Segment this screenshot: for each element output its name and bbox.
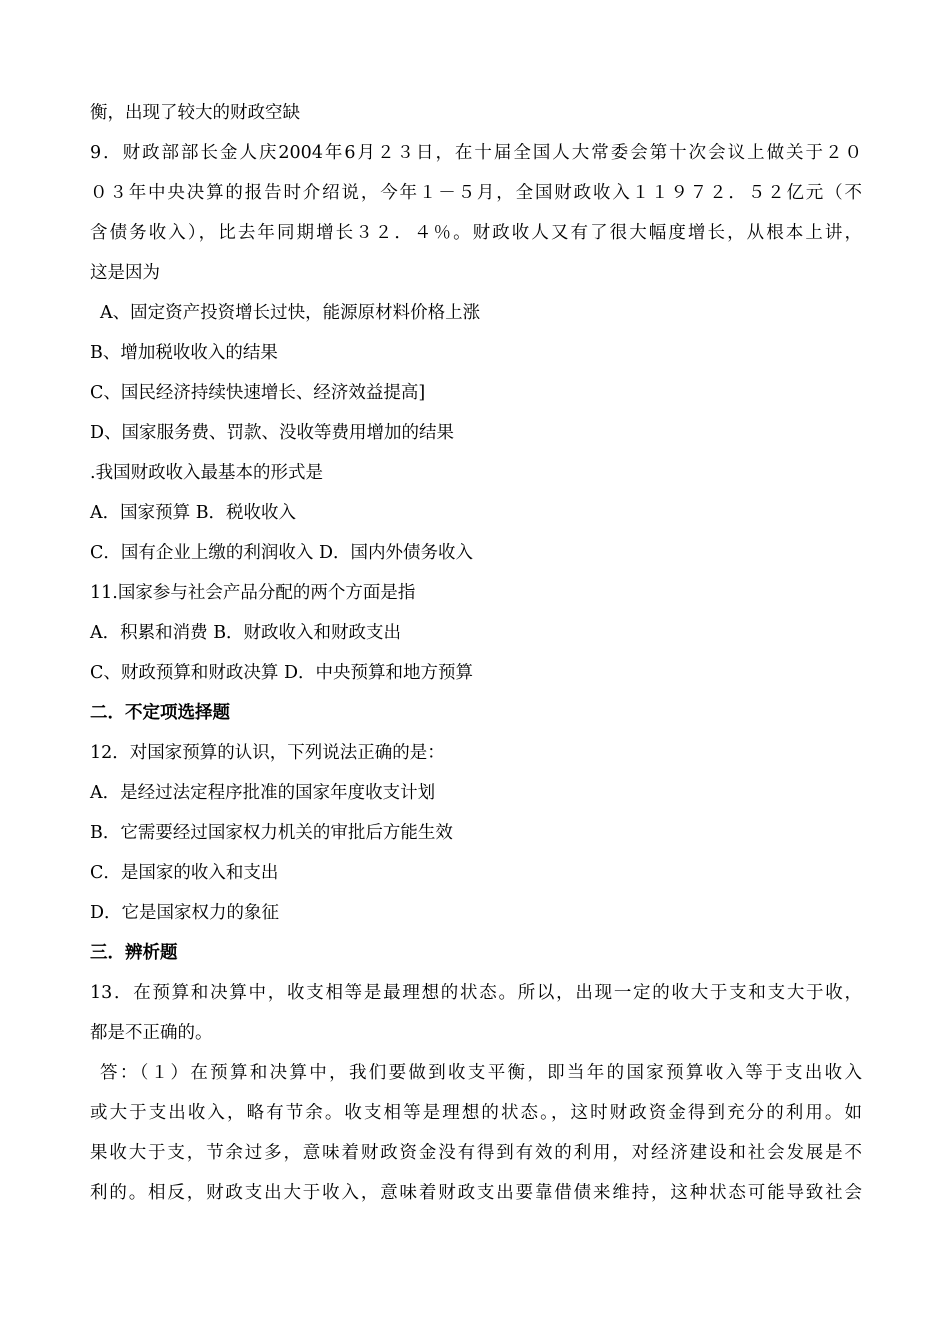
question-9-line-4: 这是因为 <box>90 263 160 283</box>
section-heading-3: 三．辨析题 <box>90 943 178 963</box>
question-13-line-2: 都是不正确的。 <box>90 1023 213 1043</box>
question-9-line-1: 9．财政部部长金人庆2004年6月２３日，在十届全国人大常委会第十次会议上做关于２０ <box>90 143 862 163</box>
question-9-line-3: 含债务收入），比去年同期增长３２．４％。财政收人又有了很大幅度增长，从根本上讲， <box>90 223 862 243</box>
option-a-b: A．国家预算 B．税收收入 <box>90 503 297 523</box>
option-a-b: A．积累和消费 B．财政收入和财政支出 <box>90 623 402 643</box>
option-c: C．是国家的收入和支出 <box>90 863 279 883</box>
question-11: 11.国家参与社会产品分配的两个方面是指 <box>90 583 416 603</box>
option-d: D、国家服务费、罚款、没收等费用增加的结果 <box>90 423 455 443</box>
option-d: D．它是国家权力的象征 <box>90 903 280 923</box>
document-page <box>90 93 862 1213</box>
option-a: A．是经过法定程序批准的国家年度收支计划 <box>90 783 436 803</box>
answer-line-4: 利的。相反，财政支出大于收入，意味着财政支出要靠借债来维持，这种状态可能导致社会 <box>90 1183 862 1203</box>
question-9-line-2: ０３年中央决算的报告时介绍说，今年１－５月，全国财政收入１１９７２．５２亿元（不 <box>90 183 862 203</box>
text-line: 衡，出现了较大的财政空缺 <box>90 103 300 123</box>
option-b: B、增加税收收入的结果 <box>90 343 278 363</box>
question-13-line-1: 13．在预算和决算中，收支相等是最理想的状态。所以，出现一定的收大于支和支大于收， <box>90 983 862 1003</box>
section-heading-2: 二．不定项选择题 <box>90 703 230 723</box>
option-c-d: C、财政预算和财政决算 D．中央预算和地方预算 <box>90 663 473 683</box>
option-c: C、国民经济持续快速增长、经济效益提高] <box>90 383 426 403</box>
option-a: A、固定资产投资增长过快，能源原材料价格上涨 <box>100 303 481 323</box>
question-10: .我国财政收入最基本的形式是 <box>90 463 324 483</box>
option-c-d: C．国有企业上缴的利润收入 D．国内外债务收入 <box>90 543 473 563</box>
answer-line-1: 答：（１）在预算和决算中，我们要做到收支平衡，即当年的国家预算收入等于支出收入 <box>100 1063 862 1083</box>
question-12: 12．对国家预算的认识，下列说法正确的是： <box>90 743 445 763</box>
option-b: B．它需要经过国家权力机关的审批后方能生效 <box>90 823 453 843</box>
answer-line-2: 或大于支出收入，略有节余。收支相等是理想的状态。，这时财政资金得到充分的利用。如 <box>90 1103 862 1123</box>
answer-line-3: 果收大于支，节余过多，意味着财政资金没有得到有效的利用，对经济建设和社会发展是不 <box>90 1143 862 1163</box>
